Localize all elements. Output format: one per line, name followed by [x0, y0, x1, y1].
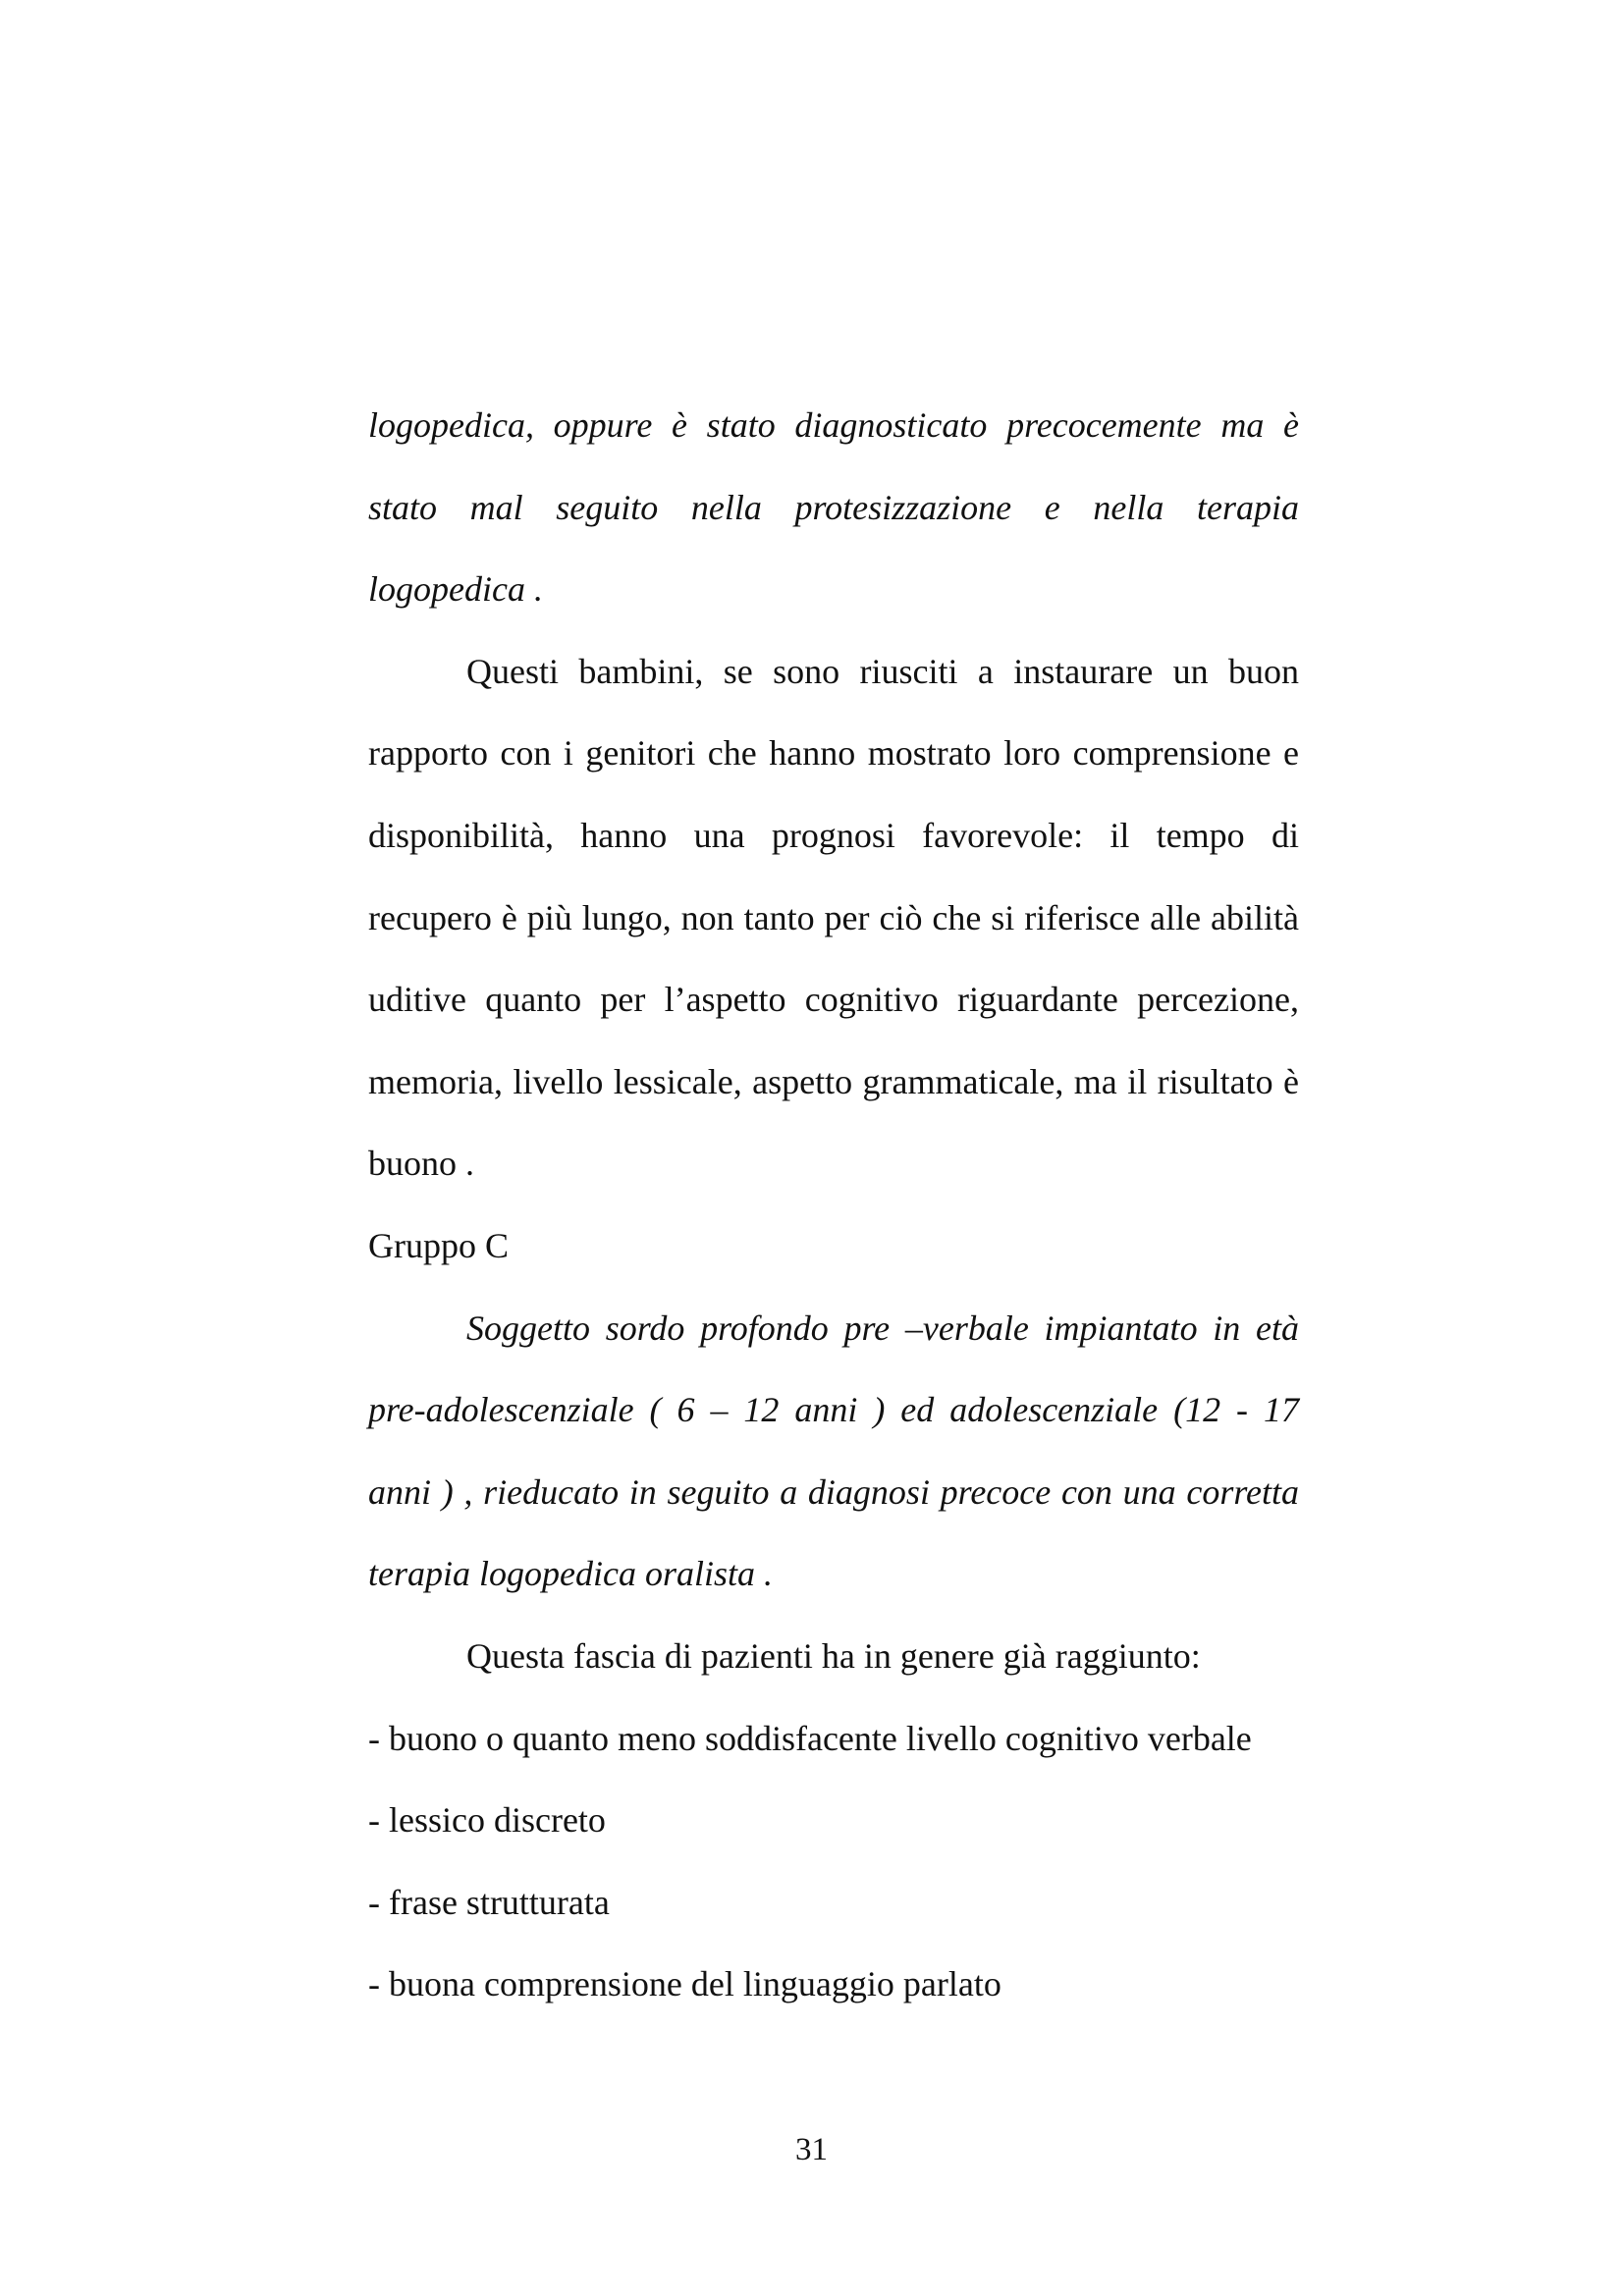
text-line: recupero è più lungo, non tanto per ciò che si riferisce alle abilità	[368, 897, 1299, 937]
text-line: pre-adolescenziale ( 6 – 12 anni ) ed adolescenziale (12 - 17	[368, 1390, 1299, 1430]
text-line: Soggetto sordo profondo pre –verbale impiantato in età	[466, 1308, 1299, 1348]
list-item: - frase strutturata	[368, 1882, 610, 1922]
text-line: logopedica .	[368, 569, 543, 610]
text-line: logopedica, oppure è stato diagnosticato precocemente ma è	[368, 405, 1299, 445]
page-number: 31	[795, 2132, 828, 2167]
text-line: rapporto con i genitori che hanno mostrato loro comprensione e	[368, 733, 1299, 774]
text-line: buono .	[368, 1144, 474, 1184]
text-line: disponibilità, hanno una prognosi favorevole: il tempo di	[368, 815, 1299, 855]
text-line: Questa fascia di pazienti ha in genere già raggiunto:	[466, 1635, 1201, 1676]
text-line: stato mal seguito nella protesizzazione e nella terapia	[368, 487, 1299, 527]
text-line: anni ) , rieducato in seguito a diagnosi precoce con una corretta	[368, 1471, 1299, 1512]
text-line: memoria, livello lessicale, aspetto grammaticale, ma il risultato è	[368, 1061, 1299, 1101]
body-text	[368, 385, 1299, 2026]
list-item: - lessico discreto	[368, 1800, 606, 1841]
list-item: - buono o quanto meno soddisfacente livello cognitivo verbale	[368, 1718, 1252, 1758]
list-item: - buona comprensione del linguaggio parlato	[368, 1964, 1001, 2004]
section-heading: Gruppo C	[368, 1225, 509, 1265]
text-line: terapia logopedica oralista .	[368, 1554, 773, 1594]
text-line: uditive quanto per l’aspetto cognitivo riguardante percezione,	[368, 980, 1299, 1020]
text-line: Questi bambini, se sono riusciti a instaurare un buon	[466, 651, 1299, 691]
